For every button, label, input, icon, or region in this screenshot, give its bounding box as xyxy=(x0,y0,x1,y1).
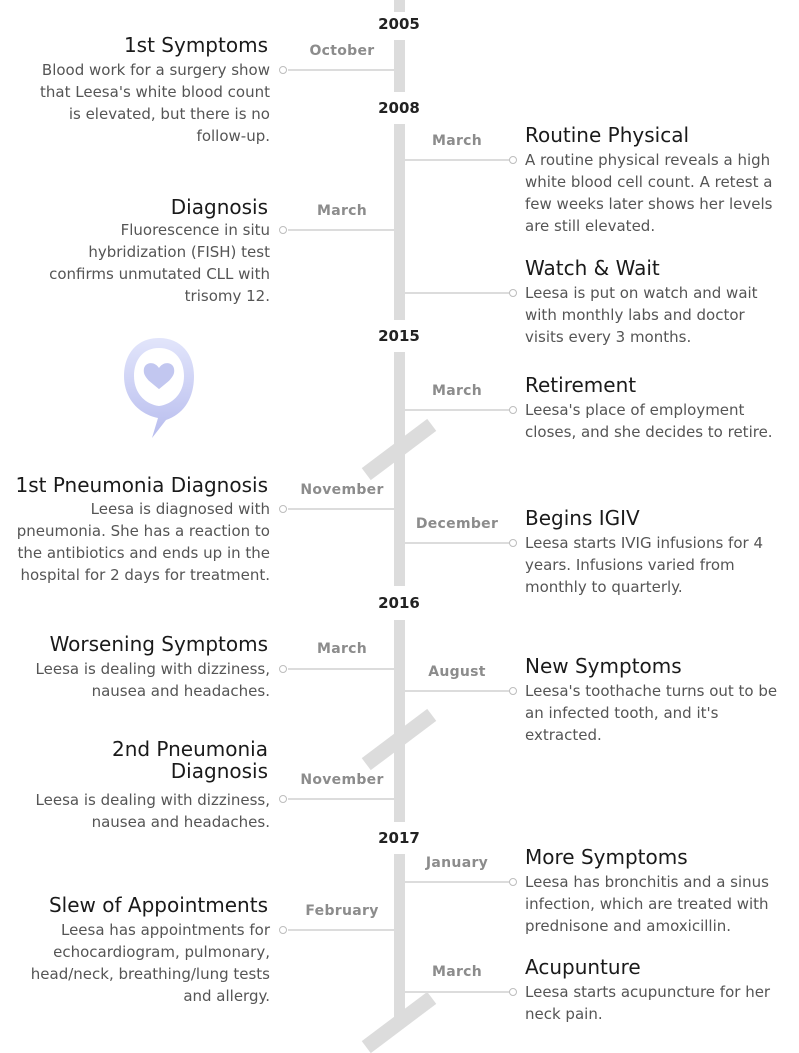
event-description: Leesa starts IVIG infusions for 4 years. Infusions varied from monthly to quarterly. xyxy=(525,534,763,596)
event-description: Leesa is put on watch and wait with monthly labs and doctor visits every 3 months. xyxy=(525,284,758,346)
year-label: 2015 xyxy=(378,327,420,345)
event-month: March xyxy=(431,383,483,399)
event-description: A routine physical reveals a high white blood cell count. A retest a few weeks later shows her levels are still elevated. xyxy=(525,151,773,235)
event-description: Leesa starts acupuncture for her neck pain. xyxy=(525,983,771,1023)
connector-line xyxy=(405,159,509,161)
event-description: Leesa has appointments for echocardiogram, pulmonary, head/neck, breathing/lung tests and allergy. xyxy=(30,921,270,1005)
event-description: Leesa is diagnosed with pneumonia. She has a reaction to the antibiotics and ends up in the hospital for 2 days for treatment. xyxy=(16,500,270,584)
timeline-spine-segment xyxy=(394,854,405,1025)
event-title: Begins IGIV xyxy=(525,506,640,530)
connector-dot xyxy=(509,156,517,164)
timeline-spine-segment xyxy=(394,124,405,320)
connector-line xyxy=(405,881,509,883)
connector-line xyxy=(288,508,394,510)
connector-line xyxy=(288,668,394,670)
connector-dot xyxy=(509,687,517,695)
event-description: Leesa's toothache turns out to be an infected tooth, and it's extracted. xyxy=(525,682,778,744)
event-month: November xyxy=(300,482,384,498)
connector-dot xyxy=(279,505,287,513)
event-description: Fluorescence in situ hybridization (FISH) test confirms unmutated CLL with trisomy 12. xyxy=(49,221,270,305)
year-label: 2008 xyxy=(378,99,420,117)
event-title: New Symptoms xyxy=(525,654,682,678)
event-month: March xyxy=(316,641,368,657)
connector-dot xyxy=(279,926,287,934)
connector-dot xyxy=(279,226,287,234)
event-title: 1st Symptoms xyxy=(123,33,268,57)
connector-line xyxy=(288,798,394,800)
event-month: August xyxy=(428,664,486,680)
year-label: 2016 xyxy=(378,594,420,612)
event-title: Slew of Appointments xyxy=(48,893,268,917)
event-description: Leesa has bronchitis and a sinus infection, which are treated with prednisone and amoxicillin. xyxy=(525,873,769,935)
event-month: February xyxy=(305,903,379,919)
event-month: January xyxy=(425,855,489,871)
timeline-spine-segment xyxy=(394,0,405,12)
event-title: More Symptoms xyxy=(525,845,688,869)
connector-dot xyxy=(509,988,517,996)
event-month: March xyxy=(431,964,483,980)
event-title: Retirement xyxy=(525,373,637,397)
event-description: Leesa is dealing with dizziness, nausea and headaches. xyxy=(35,660,270,700)
event-title: Diagnosis xyxy=(170,195,268,219)
year-label: 2017 xyxy=(378,829,420,847)
connector-line xyxy=(405,542,509,544)
connector-line xyxy=(288,229,394,231)
connector-dot xyxy=(279,66,287,74)
event-title: Acupunture xyxy=(525,955,641,979)
connector-line xyxy=(405,409,509,411)
connector-dot xyxy=(279,665,287,673)
connector-dot xyxy=(279,795,287,803)
connector-line xyxy=(405,991,509,993)
event-title: 2nd Pneumonia Diagnosis xyxy=(111,737,268,783)
event-month: March xyxy=(316,203,368,219)
event-month: March xyxy=(431,133,483,149)
event-month: December xyxy=(415,516,499,532)
event-title: 1st Pneumonia Diagnosis xyxy=(15,473,268,497)
event-month: October xyxy=(309,43,375,59)
connector-line xyxy=(405,690,509,692)
connector-line xyxy=(288,69,394,71)
heart-speech-bubble-logo-icon xyxy=(120,334,198,442)
event-title: Worsening Symptoms xyxy=(49,632,268,656)
connector-dot xyxy=(509,539,517,547)
year-label: 2005 xyxy=(378,15,420,33)
event-description: Leesa is dealing with dizziness, nausea and headaches. xyxy=(35,791,270,831)
event-title: Watch & Wait xyxy=(525,256,660,280)
event-description: Blood work for a surgery show that Leesa's white blood count is elevated, but there is no follow-up. xyxy=(40,61,270,145)
connector-dot xyxy=(509,289,517,297)
connector-line xyxy=(288,929,394,931)
event-description: Leesa's place of employment closes, and she decides to retire. xyxy=(525,401,773,441)
connector-line xyxy=(405,292,509,294)
event-month: November xyxy=(300,772,384,788)
connector-dot xyxy=(509,406,517,414)
connector-dot xyxy=(509,878,517,886)
event-title: Routine Physical xyxy=(525,123,690,147)
